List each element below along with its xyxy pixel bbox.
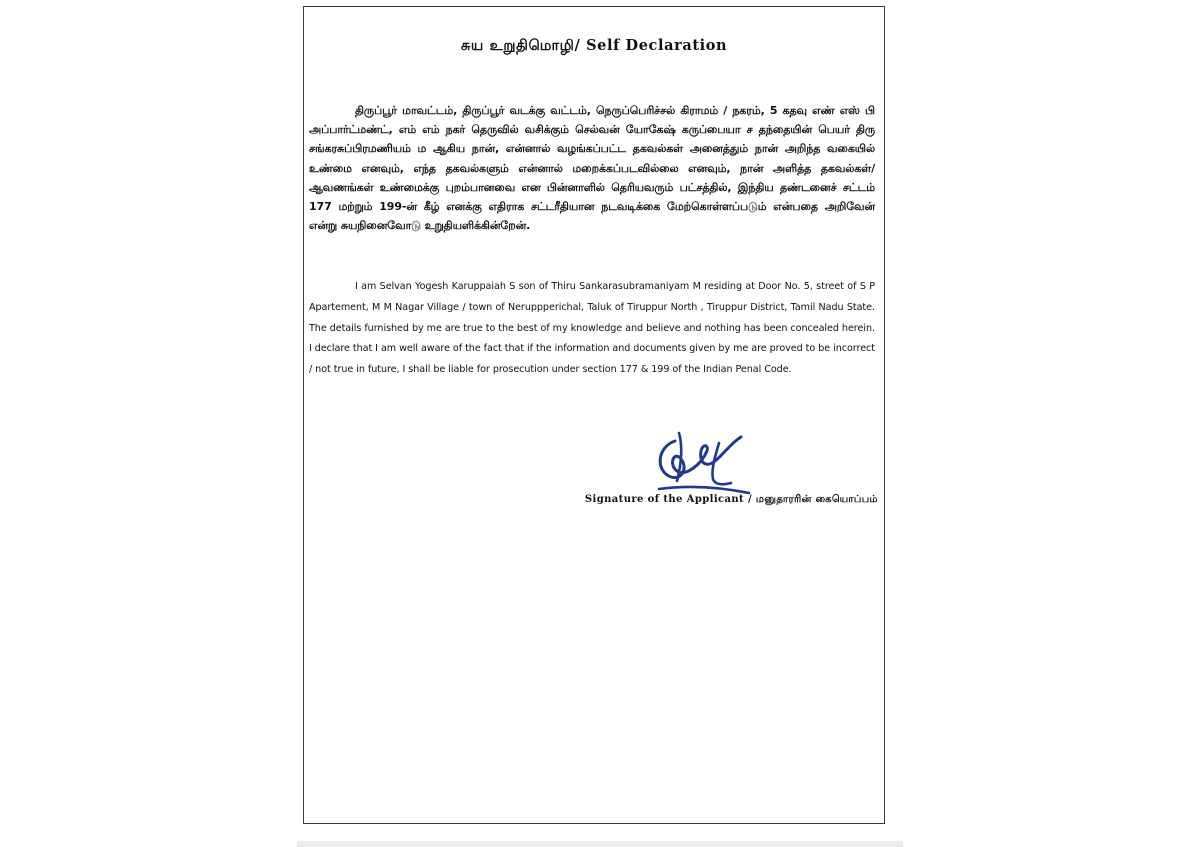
tamil-declaration-paragraph: திருப்பூர் மாவட்டம், திருப்பூர் வடக்கு வட்டம், நெருப்பெரிச்சல் கிராமம் / நகரம், 5 கதவு எண் எஸ் பி அப்பார்ட்மண்ட், எம் எம் நகர் தெருவில் வசிக்கும் செல்வன் யோகேஷ் கருப்பையா ச தந்தையின் பெயர் திரு சங்கரசுப்பிரமணியம் ம ஆகிய நான், என்னால் வழங்கப்பட்ட தகவல்கள் அனைத்தும் நான் அறிந்த வகையில் உண்மை எனவும், எந்த தகவல்களும் என்னால் மறைக்கப்படவில்லை எனவும், நான் அளித்த தகவல்கள்/ ஆவணங்கள் உண்மைக்கு புறம்பானவை என பின்னாளில் தெரியவரும் பட்சத்தில், இந்திய தண்டனைச் சட்டம் 177 மற்றும் 199-ன் கீழ் எனக்கு எதிராக சட்டரீதியான நடவடிக்கை மேற்கொள்ளப்படும் என்பதை அறிவேன் என்று சுயநினைவோடு உறுதியளிக்கின்றேன்.	[309, 104, 875, 233]
page-bottom-edge	[297, 841, 903, 847]
english-declaration-paragraph: I am Selvan Yogesh Karuppaiah S son of Thiru Sankarasubramaniyam M residing at Door No. 5, street of S P Apartement, M M Nagar Village / town of Neruppperichal, Taluk of Tiruppur North , Tiruppur District, Tamil Nadu State. The details furnished by me are true to the best of my knowledge and believe and nothing has been concealed herein. I declare that I am well aware of the fact that if the information and documents given by me are proved to be incorrect / not true in future, I shall be liable for prosecution under section 177 & 199 of the Indian Penal Code.	[309, 281, 875, 376]
page-title: சுய உறுதிமொழி/ Self Declaration	[460, 37, 728, 54]
declaration-page	[303, 6, 885, 824]
signature-label: Signature of the Applicant / மனுதாரரின் கையொப்பம்	[584, 494, 878, 505]
